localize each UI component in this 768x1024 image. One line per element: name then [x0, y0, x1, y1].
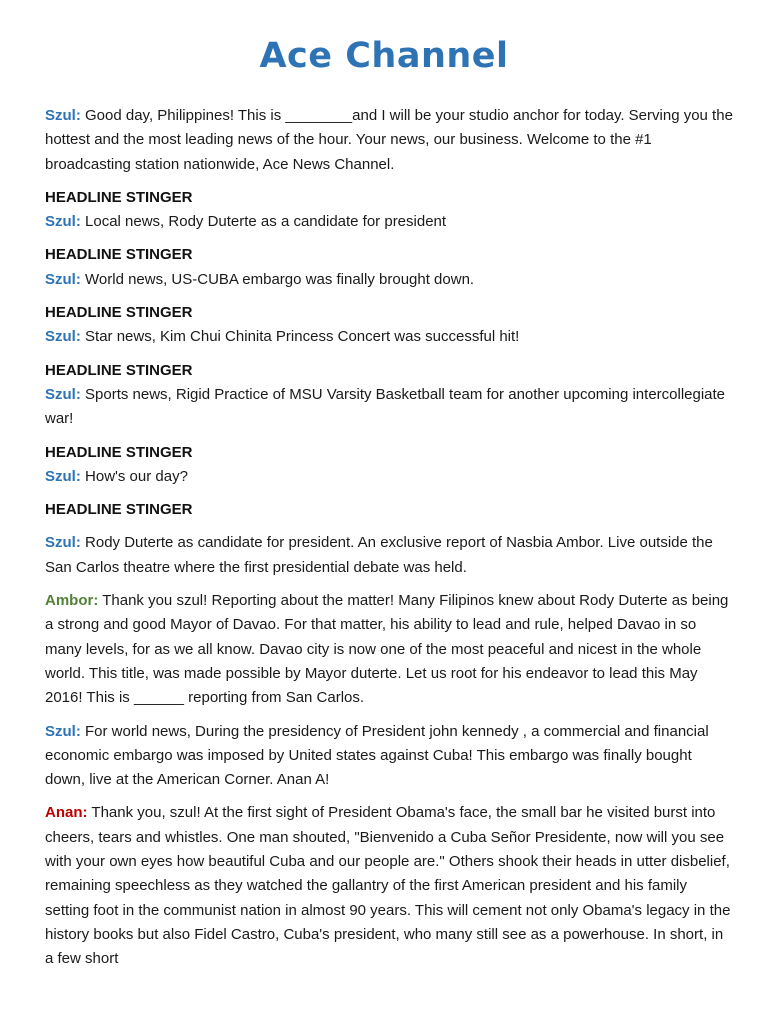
headline-stinger: HEADLINE STINGER — [45, 188, 193, 206]
script-body — [45, 104, 735, 981]
dialogue-text: Thank you, szul! At the first sight of President Obama's face, the small bar he visited burst into cheers, tears and whistles. One man shouted, "Bienvenido a Cuba Señor Presidente, now will you see with your own eyes how beautiful Cuba and our people are." Others shook their heads in utter disbelief, remaining speechless as they watched the gallantry of the first American president and his family setting foot in the communist nation in almost 90 years. This will cement not only Obama's legacy in the history books but also Fidel Castro, Cuba's president, who many still see as a powerhouse. In short, in a few short — [45, 804, 731, 968]
script-block — [45, 720, 735, 793]
speaker-label: Szul: — [45, 270, 81, 288]
headline-stinger: HEADLINE STINGER — [45, 361, 193, 379]
script-block — [45, 243, 735, 292]
dialogue-text: Local news, Rody Duterte as a candidate for president — [85, 213, 447, 231]
speaker-label: Szul: — [45, 328, 81, 346]
dialogue-line — [45, 720, 735, 793]
script-block — [45, 498, 735, 522]
script-block — [45, 186, 735, 235]
speaker-label: Szul: — [45, 467, 81, 485]
script-block — [45, 104, 735, 177]
dialogue-line — [45, 589, 735, 710]
script-block — [45, 301, 735, 350]
headline-stinger: HEADLINE STINGER — [45, 443, 193, 461]
speaker-label: Szul: — [45, 534, 81, 552]
speaker-label: Szul: — [45, 722, 81, 740]
dialogue-text: Star news, Kim Chui Chinita Princess Concert was successful hit! — [85, 328, 520, 346]
speaker-label: Szul: — [45, 385, 81, 403]
speaker-label: Anan: — [45, 804, 88, 822]
dialogue-line — [45, 383, 735, 432]
dialogue-line — [45, 465, 735, 489]
speaker-label: Ambor: — [45, 592, 99, 610]
script-block — [45, 531, 735, 580]
dialogue-text: Good day, Philippines! This is ________and I will be your studio anchor for today. Serving you the hottest and the most leading news of the hour. Your news, our business. Welcome to the #1 broadcasting station nationwide, Ace News Channel. — [45, 107, 733, 173]
dialogue-line — [45, 325, 735, 349]
dialogue-line — [45, 531, 735, 580]
dialogue-text: Sports news, Rigid Practice of MSU Varsity Basketball team for another upcoming intercollegiate war! — [45, 385, 726, 428]
headline-stinger: HEADLINE STINGER — [45, 304, 193, 322]
dialogue-line — [45, 801, 735, 971]
dialogue-text: For world news, During the presidency of President john kennedy , a commercial and financial economic embargo was imposed by United states against Cuba! This embargo was finally bought down, live at the American Corner. Anan A! — [45, 722, 709, 789]
speaker-label: Szul: — [45, 107, 81, 124]
dialogue-line — [45, 104, 735, 177]
script-block — [45, 589, 735, 710]
dialogue-text: Rody Duterte as candidate for president. An exclusive report of Nasbia Ambor. Live outside the San Carlos theatre where the first presidential debate was held. — [45, 534, 713, 576]
document-title: Ace Channel — [259, 36, 509, 76]
script-block — [45, 441, 735, 490]
dialogue-text: World news, US-CUBA embargo was finally brought down. — [85, 270, 475, 288]
script-block — [45, 359, 735, 432]
dialogue-line — [45, 210, 735, 234]
dialogue-line — [45, 268, 735, 292]
speaker-label: Szul: — [45, 213, 81, 231]
dialogue-text: How's our day? — [85, 467, 188, 485]
headline-stinger: HEADLINE STINGER — [45, 246, 193, 264]
headline-stinger: HEADLINE STINGER — [45, 501, 193, 519]
dialogue-text: Thank you szul! Reporting about the matter! Many Filipinos knew about Rody Duterte as being a strong and good Mayor of Davao. For that matter, his ability to lead and rule, helped Davao in so many levels, for as we all know. Davao city is now one of the most peaceful and nicest in the whole world. This title, was made possible by Mayor duterte. Let us root for his endeavor to lead this May 2016! This is ______ reporting from San Carlos. — [45, 592, 729, 707]
script-block — [45, 801, 735, 971]
